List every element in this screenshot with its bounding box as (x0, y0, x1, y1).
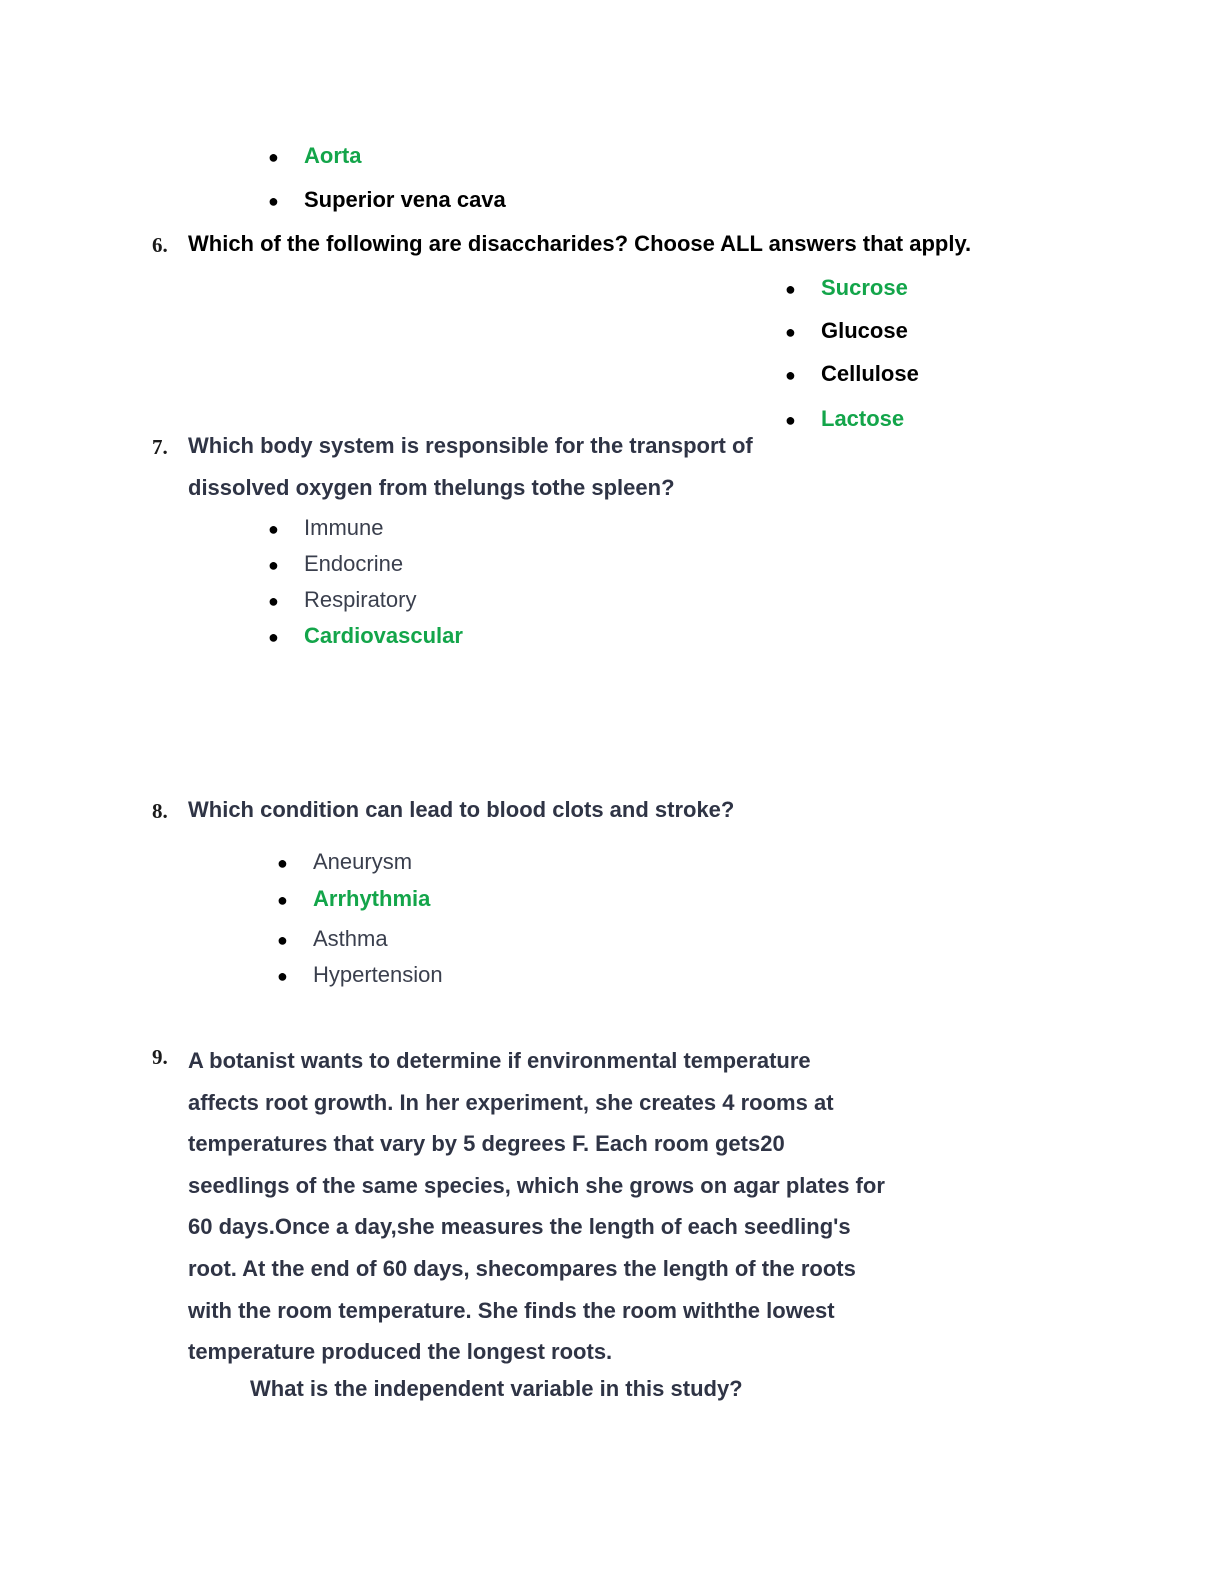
question-text: Which of the following are disaccharides? Choose ALL answers that apply. (188, 231, 972, 256)
answer-option: Immune (304, 515, 384, 540)
bullet-icon: ● (277, 930, 288, 950)
bullet-icon: ● (277, 853, 288, 873)
question-number: 6. (152, 233, 168, 257)
question-number: 8. (152, 799, 168, 823)
paragraph-line: 60 days.Once a day,she measures the length of each seedling's (188, 1214, 851, 1240)
answer-option-correct: Arrhythmia (313, 886, 431, 911)
answer-option: Endocrine (304, 551, 404, 576)
question-text: Which body system is responsible for the transport of (188, 433, 753, 458)
question-paragraph (188, 1040, 948, 1373)
bullet-icon: ● (268, 627, 279, 647)
answer-option: Hypertension (313, 962, 443, 987)
question-text: What is the independent variable in this study? (250, 1376, 743, 1401)
answer-option: Respiratory (304, 587, 417, 612)
question-number: 9. (152, 1045, 168, 1069)
bullet-icon: ● (268, 555, 279, 575)
question-text: dissolved oxygen from thelungs tothe spleen? (188, 475, 675, 500)
answer-option: Glucose (821, 318, 908, 343)
paragraph-line: temperatures that vary by 5 degrees F. Each room gets20 (188, 1131, 785, 1157)
bullet-icon: ● (277, 966, 288, 986)
paragraph-line: affects root growth. In her experiment, she creates 4 rooms at (188, 1089, 834, 1115)
bullet-icon: ● (785, 410, 796, 430)
bullet-icon: ● (268, 519, 279, 539)
answer-option: Cellulose (821, 361, 919, 386)
answer-option-correct: Aorta (304, 143, 362, 168)
bullet-icon: ● (268, 191, 279, 211)
bullet-icon: ● (785, 322, 796, 342)
answer-option: Aneurysm (313, 849, 413, 874)
question-text: Which condition can lead to blood clots and stroke? (188, 797, 735, 822)
paragraph-line: temperature produced the longest roots. (188, 1339, 613, 1365)
answer-option-correct: Lactose (821, 406, 905, 431)
paragraph-line: A botanist wants to determine if environmental temperature (188, 1048, 811, 1073)
paragraph-line: root. At the end of 60 days, shecompares the length of the roots (188, 1255, 856, 1281)
bullet-icon: ● (277, 890, 288, 910)
answer-option: Superior vena cava (304, 187, 506, 212)
paragraph-line: seedlings of the same species, which she grows on agar plates for (188, 1172, 885, 1198)
question-number: 7. (152, 435, 168, 459)
answer-option-correct: Sucrose (821, 275, 908, 300)
answer-option: Asthma (313, 926, 388, 951)
bullet-icon: ● (268, 147, 279, 167)
bullet-icon: ● (268, 591, 279, 611)
bullet-icon: ● (785, 279, 796, 299)
answer-option-correct: Cardiovascular (304, 623, 463, 648)
paragraph-line: with the room temperature. She finds the room withthe lowest (188, 1297, 835, 1323)
bullet-icon: ● (785, 365, 796, 385)
